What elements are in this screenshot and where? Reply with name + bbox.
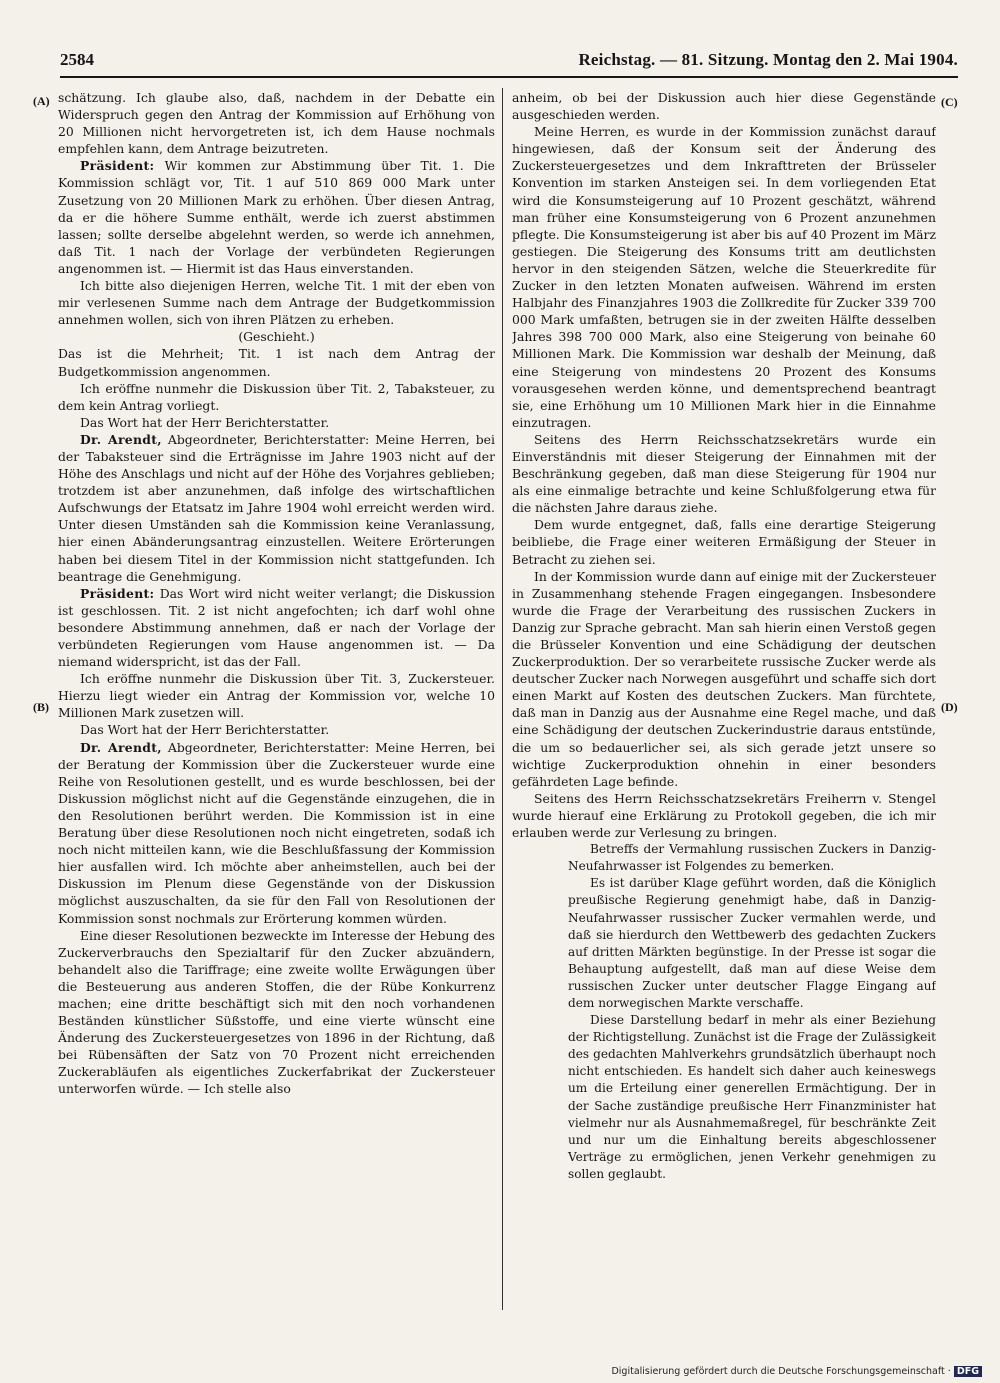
speech-text: Das Wort wird nicht weiter verlangt; die Diskussion ist geschlossen. Tit. 2 ist nicht angefochten; ich darf wohl ohne besondere Abstimmung annehmen, daß er nach der Vorlage der verbündeten Regierungen vom Hause angenommen ist. — Da niemand widerspricht, ist das der Fall.: [58, 585, 495, 670]
paragraph: schätzung. Ich glaube also, daß, nachdem in der Debatte ein Widerspruch gegen den Antrag der Kommission auf Erhöhung von 20 Millionen nicht hervorgetreten ist, ich dem Hause nochmals empfehlen kann, dem Antrage beizutreten.: [58, 90, 495, 157]
right-column: [512, 89, 936, 1329]
credit-text: Digitalisierung gefördert durch die Deutsche Forschungsgemeinschaft ·: [611, 1366, 951, 1377]
margin-marker-a: (A): [33, 94, 50, 108]
paragraph: Meine Herren, es wurde in der Kommission zunächst darauf hingewiesen, daß der Konsum seit der Änderung des Zuckersteuergesetzes und dem Inkrafttreten der Brüsseler Konvention im starken Ansteigen sei. In dem vorliegenden Etat wird die Konsumsteigerung auf 10 Prozent geschätzt, während man früher eine Konsumsteigerung von 6 Prozent anzunehmen pflegte. Die Konsumsteigerung ist aber bis auf 40 Prozent im März gestiegen. Die Steigerung des Konsums tritt am deutlichsten hervor in den steigenden Sätzen, welche die Steuerkredite für Zucker in den letzten Monaten aufweisen. Während im ersten Halbjahr des Finanzjahres 1903 die Zollkredite für Zucker 339 700 000 Mark umfaßten, betrugen sie in der zweiten Hälfte desselben Jahres 398 700 000 Mark, also eine Steigerung von beinahe 60 Millionen Mark. Die Kommission war deshalb der Meinung, daß eine Steigerung von mindestens 20 Prozent des Konsums vorausgesehen werden könne, und dementsprechend beantragt sie, eine Erhöhung um 10 Millionen Mark hier in die Einnahme einzutragen.: [512, 124, 936, 430]
paragraph: [58, 431, 495, 585]
paragraph: Dem wurde entgegnet, daß, falls eine derartige Steigerung beibliebe, die Frage einer weiteren Ermäßigung der Steuer in Betracht zu ziehen sei.: [512, 517, 936, 567]
page-number: 2584: [60, 50, 94, 69]
stage-direction: (Geschieht.): [238, 329, 315, 345]
speaker-name: Präsident:: [80, 585, 155, 601]
speaker-name: Dr. Arendt,: [80, 431, 162, 447]
quoted-statement: [568, 841, 936, 1183]
digitization-credit: [611, 1366, 982, 1377]
paragraph: anheim, ob bei der Diskussion auch hier diese Gegenstände ausgeschieden werden.: [512, 90, 936, 123]
speech-text: Abgeordneter, Berichterstatter: Meine Herren, bei der Tabaksteuer sind die Erträgnisse im Jahre 1903 nicht auf der Höhe des Anschlags und nicht auf der Höhe des Vorjahres geblieben; trotzdem ist aber anzunehmen, daß infolge des wirtschaftlichen Aufschwungs der Etatsatz im Jahre 1904 wohl erreicht werden wird. Unter diesen Umständen sah die Kommission keine Veranlassung, hier einen Abänderungsantrag einzustellen. Weitere Erörterungen haben bei diesem Titel in der Kommission nicht stattgefunden. Ich beantrage die Genehmigung.: [58, 431, 495, 584]
paragraph: Seitens des Herrn Reichsschatzsekretärs Freiherrn v. Stengel wurde hierauf eine Erklärung zu Protokoll gegeben, die ich mir erlauben werde zur Verlesung zu bringen.: [512, 790, 936, 841]
paragraph: Das ist die Mehrheit; Tit. 1 ist nach dem Antrag der Budgetkommission angenommen.: [58, 346, 495, 379]
page-header: [60, 42, 958, 78]
paragraph: [58, 157, 495, 277]
column-divider: [502, 88, 503, 1310]
margin-marker-c: (C): [941, 95, 958, 109]
quote-paragraph: Betreffs der Vermahlung russischen Zuckers in Danzig-Neufahrwasser ist Folgendes zu bemerken.: [568, 842, 936, 874]
speech-text: Wir kommen zur Abstimmung über Tit. 1. Die Kommission schlägt vor, Tit. 1 auf 510 869 000 Mark unter Zusetzung von 20 Millionen Mark zu erhöhen. Über diesen Antrag, da er die höhere Summe enthält, werde ich zuerst abstimmen lassen; sollte derselbe abgelehnt werden, so werde ich annehmen, daß Tit. 1 nach der Vorlage der verbündeten Regierungen angenommen ist. — Hiermit ist das Haus einverstanden.: [58, 158, 495, 276]
margin-marker-b: (B): [33, 700, 49, 714]
paragraph: In der Kommission wurde dann auf einige mit der Zuckersteuer in Zusammenhang stehende Fragen eingegangen. Insbesondere wurde die Frage der Verarbeitung des russischen Zuckers in Danzig zur Sprache gebracht. Man sah hierin einen Verstoß gegen die Brüsseler Konvention und eine Schädigung der deutschen Zuckerproduktion. Der so verarbeitete russische Zucker werde als deutscher Zucker nach Norwegen ausgeführt und schaffe sich dort einen Markt auf Kosten des deutschen Zuckers. Man fürchtete, daß man in Danzig aus der Ausnahme eine Regel mache, und daß eine Schädigung der deutschen Zuckerindustrie daraus entstünde, die um so bedauerlicher sei, als sich gerade jetzt unsere so wichtige Zuckerproduktion ohnehin in einer besonders gefährdeten Lage befinde.: [512, 568, 936, 789]
paragraph: [58, 585, 495, 670]
paragraph: Ich eröffne nunmehr die Diskussion über Tit. 2, Tabaksteuer, zu dem kein Antrag vorliegt.: [58, 380, 495, 413]
quote-paragraph: Es ist darüber Klage geführt worden, daß die Königlich preußische Regierung genehmigt habe, daß in Danzig-Neufahrwasser russischer Zucker vermahlen werde, und daß sie hierdurch den Wettbewerb des gedachten Zuckers auf dritten Märkten begünstige. In der Presse ist sogar die Behauptung aufgestellt, daß man auf diese Weise dem russischen Zucker unter deutscher Flagge Eingang auf dem norwegischen Markte verschaffe.: [568, 876, 936, 1010]
paragraph: Eine dieser Resolutionen bezweckte im Interesse der Hebung des Zuckerverbrauchs den Spezialtarif für den Zucker abzuändern, behandelt also die Tariffrage; eine zweite wollte Erwägungen über die Besteuerung aus anderen Stoffen, die der Rübe Konkurrenz machen; eine dritte beschäftigt sich mit den noch vorhandenen Beständen künstlicher Süßstoffe, und eine vierte wünscht eine Änderung des Zuckersteuergesetzes von 1896 in der Richtung, daß bei Rübensäften der Satz von 70 Prozent nicht erreichenden Zuckerabläufen als eigentliches Zuckerfabrikat der Zuckersteuer unterworfen würde. — Ich stelle also: [58, 927, 495, 1097]
margin-marker-d: (D): [941, 700, 958, 714]
paragraph: Das Wort hat der Herr Berichterstatter.: [80, 722, 330, 738]
quote-paragraph: Diese Darstellung bedarf in mehr als einer Beziehung der Richtigstellung. Zunächst ist die Frage der Zulässigkeit des gedachten Mahlverkehrs grundsätzlich überhaupt noch nicht entschieden. Es handelt sich daher auch keineswegs um die Erteilung einer generellen Ermächtigung. Der in der Sache zuständige preußische Herr Finanzminister hat vielmehr nur als Ausnahmemaßregel, für beschränkte Zeit und nur um die Einhaltung bereits abgeschlossener Verträge zu ermöglichen, jenen Verkehr genehmigen zu sollen geglaubt.: [568, 1013, 936, 1181]
paragraph: Ich eröffne nunmehr die Diskussion über Tit. 3, Zuckersteuer. Hierzu liegt wieder ein Antrag der Kommission vor, welche 10 Millionen Mark zusetzen will.: [58, 671, 495, 721]
speech-text: Abgeordneter, Berichterstatter: Meine Herren, bei der Beratung der Kommission über die Zuckersteuer wurde eine Reihe von Resolutionen gestellt, und es wurde beschlossen, bei der Diskussion möglichst nicht auf die Gegenstände einzugehen, die in den Resolutionen berührt werden. Die Kommission ist in eine Beratung über diese Resolutionen noch nicht eingetreten, sodaß ich noch nicht mitteilen kann, wie die Beschlußfassung der Kommission hier ausfallen wird. Ich möchte aber anheimstellen, auch bei der Diskussion im Plenum diese Gegenstände von der Diskussion möglichst auszuschalten, da sie für den Fall von Resolutionen der Kommission sonst nochmals zur Erörterung kommen würden.: [58, 739, 495, 926]
paragraph: Ich bitte also diejenigen Herren, welche Tit. 1 mit der eben von mir verlesenen Summe nach dem Antrage der Budgetkommission annehmen wollen, sich von ihren Plätzen zu erheben.: [58, 278, 495, 328]
dfg-logo: DFG: [954, 1366, 982, 1377]
speaker-name: Dr. Arendt,: [80, 739, 162, 755]
left-column: [58, 89, 495, 1329]
paragraph: Seitens des Herrn Reichsschatzsekretärs wurde ein Einverständnis mit dieser Steigerung der Einnahmen mit der Beschränkung gegeben, daß man diese Steigerung für 1904 nur als eine einmalige betrachte und keine Schlußfolgerung etwa für die nächsten Jahre daraus ziehe.: [512, 431, 936, 516]
speaker-name: Präsident:: [80, 158, 155, 174]
paragraph: [58, 739, 495, 927]
running-title: Reichstag. — 81. Sitzung. Montag den 2. Mai 1904.: [578, 50, 958, 69]
paragraph: Das Wort hat der Herr Berichterstatter.: [80, 414, 330, 430]
